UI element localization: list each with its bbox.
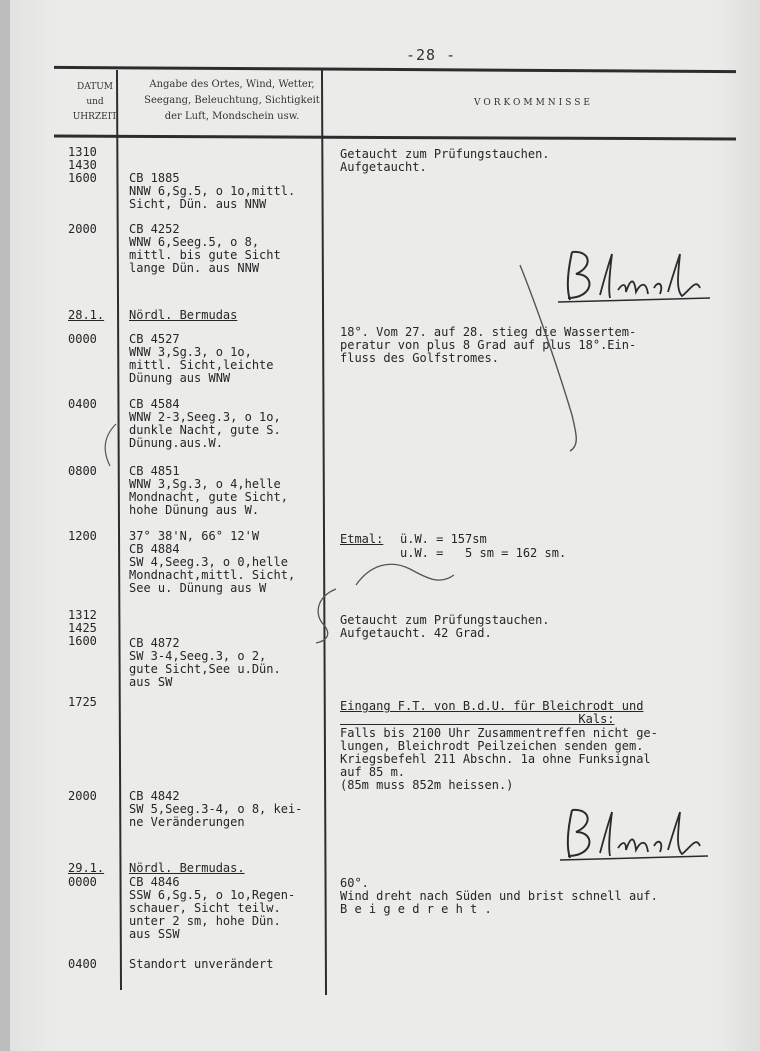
entry-time: 0400 (68, 957, 97, 971)
entry-event: Getaucht zum Prüfungstauchen. Aufgetaucht. 42 Grad. (340, 613, 550, 640)
entry-time: 2000 (68, 222, 97, 236)
entry-time: 0800 (68, 464, 97, 478)
entry-time: 1200 (68, 529, 97, 543)
pencil-stroke-long (510, 255, 600, 455)
page-number: -28 - (406, 46, 457, 64)
etmal-line: u.W. = 5 sm = 162 sm. (400, 546, 567, 560)
entry-time: 0400 (68, 397, 97, 411)
entry-event: Falls bis 2100 Uhr Zusammentreffen nicht ge- lungen, Bleichrodt Peilzeichen senden gem. Kriegsbefehl 211 Abschn. 1a ohne Funksignal auf 85 m. (85m muss 852m heissen.) (340, 726, 658, 792)
header-angabe-line: der Luft, Mondschein usw. (164, 111, 300, 122)
entry-place: CB 4872 SW 3-4,Seeg.3, o 2, gute Sicht,See u.Dün. aus SW (129, 636, 281, 689)
header-datum-line: UHRZEIT (72, 112, 118, 122)
header-angabe-line: Angabe des Ortes, Wind, Wetter, (149, 79, 315, 90)
entry-place: Nördl. Bermudas. (129, 861, 245, 875)
entry-event: 60°. Wind dreht nach Süden und brist schnell auf. B e i g e d r e h t . (340, 876, 658, 916)
header-vorkommnisse: VORKOMMNISSE (474, 98, 593, 108)
entry-event: 18°. Vom 27. auf 28. stieg die Wassertem- peratur von plus 8 Grad auf plus 18°.Ein- fluss des Golfstromes. (340, 325, 637, 365)
pencil-mark-left (96, 420, 126, 470)
entry-event: Getaucht zum Prüfungstauchen. Aufgetaucht. (340, 147, 550, 174)
column-divider-2 (321, 70, 327, 995)
entry-place: CB 4851 WNW 3,Sg.3, o 4,helle Mondnacht, gute Sicht, hohe Dünung aus W. (129, 464, 288, 517)
top-rule (54, 66, 736, 73)
header-datum-line: DATUM (76, 82, 114, 92)
entry-place: Standort unverändert (129, 957, 274, 971)
entry-time: 1725 (68, 695, 97, 709)
entry-time: 1310 1430 1600 (68, 145, 97, 185)
entry-place: CB 4527 WNW 3,Sg.3, o 1o, mittl. Sicht,leichte Dünung aus WNW (129, 332, 274, 385)
entry-time: 1312 1425 1600 (68, 608, 97, 648)
entry-place: CB 4846 SSW 6,Sg.5, o 1o,Regen- schauer, Sicht teilw. unter 2 sm, hohe Dün. aus SSW (129, 875, 296, 941)
entry-time: 0000 (68, 875, 97, 889)
entry-event-title: Eingang F.T. von B.d.U. für Bleichrodt und Kals: (340, 699, 644, 726)
document-page (10, 0, 760, 1051)
header-angabe (126, 77, 338, 125)
header-angabe-line: Seegang, Beleuchtung, Sichtigkeit (144, 95, 320, 106)
column-divider-1 (116, 70, 122, 990)
entry-place: CB 4842 SW 5,Seeg.3-4, o 8, kei- ne Veränderungen (129, 789, 303, 829)
entry-place: CB 1885 NNW 6,Sg.5, o 1o,mittl. Sicht, Dün. aus NNW (129, 171, 296, 211)
etmal-line: ü.W. = 157sm (400, 532, 487, 546)
entry-place: CB 4252 WNW 6,Seeg.5, o 8, mittl. bis gute Sicht lange Dün. aus NNW (129, 222, 281, 275)
entry-place: 37° 38'N, 66° 12'W CB 4884 SW 4,Seeg.3, o 0,helle Mondnacht,mittl. Sicht, See u. Dünung aus W (129, 529, 296, 595)
header-datum (62, 80, 128, 125)
entry-date: 29.1. (68, 861, 105, 875)
pencil-bracket-etmal (350, 555, 460, 595)
entry-place: Nördl. Bermudas (129, 308, 238, 322)
entry-time: 0000 (68, 332, 97, 346)
etmal-label: Etmal: (340, 532, 384, 546)
pencil-bracket-margin (306, 585, 346, 645)
header-datum-line: und (86, 97, 104, 107)
entry-place: CB 4584 WNW 2-3,Seeg.3, o 1o, dunkle Nacht, gute S. Dünung.aus.W. (129, 397, 281, 450)
header-bottom-rule (54, 135, 736, 141)
signature-2 (550, 800, 720, 870)
entry-date: 28.1. (68, 308, 105, 322)
entry-time: 2000 (68, 789, 97, 803)
